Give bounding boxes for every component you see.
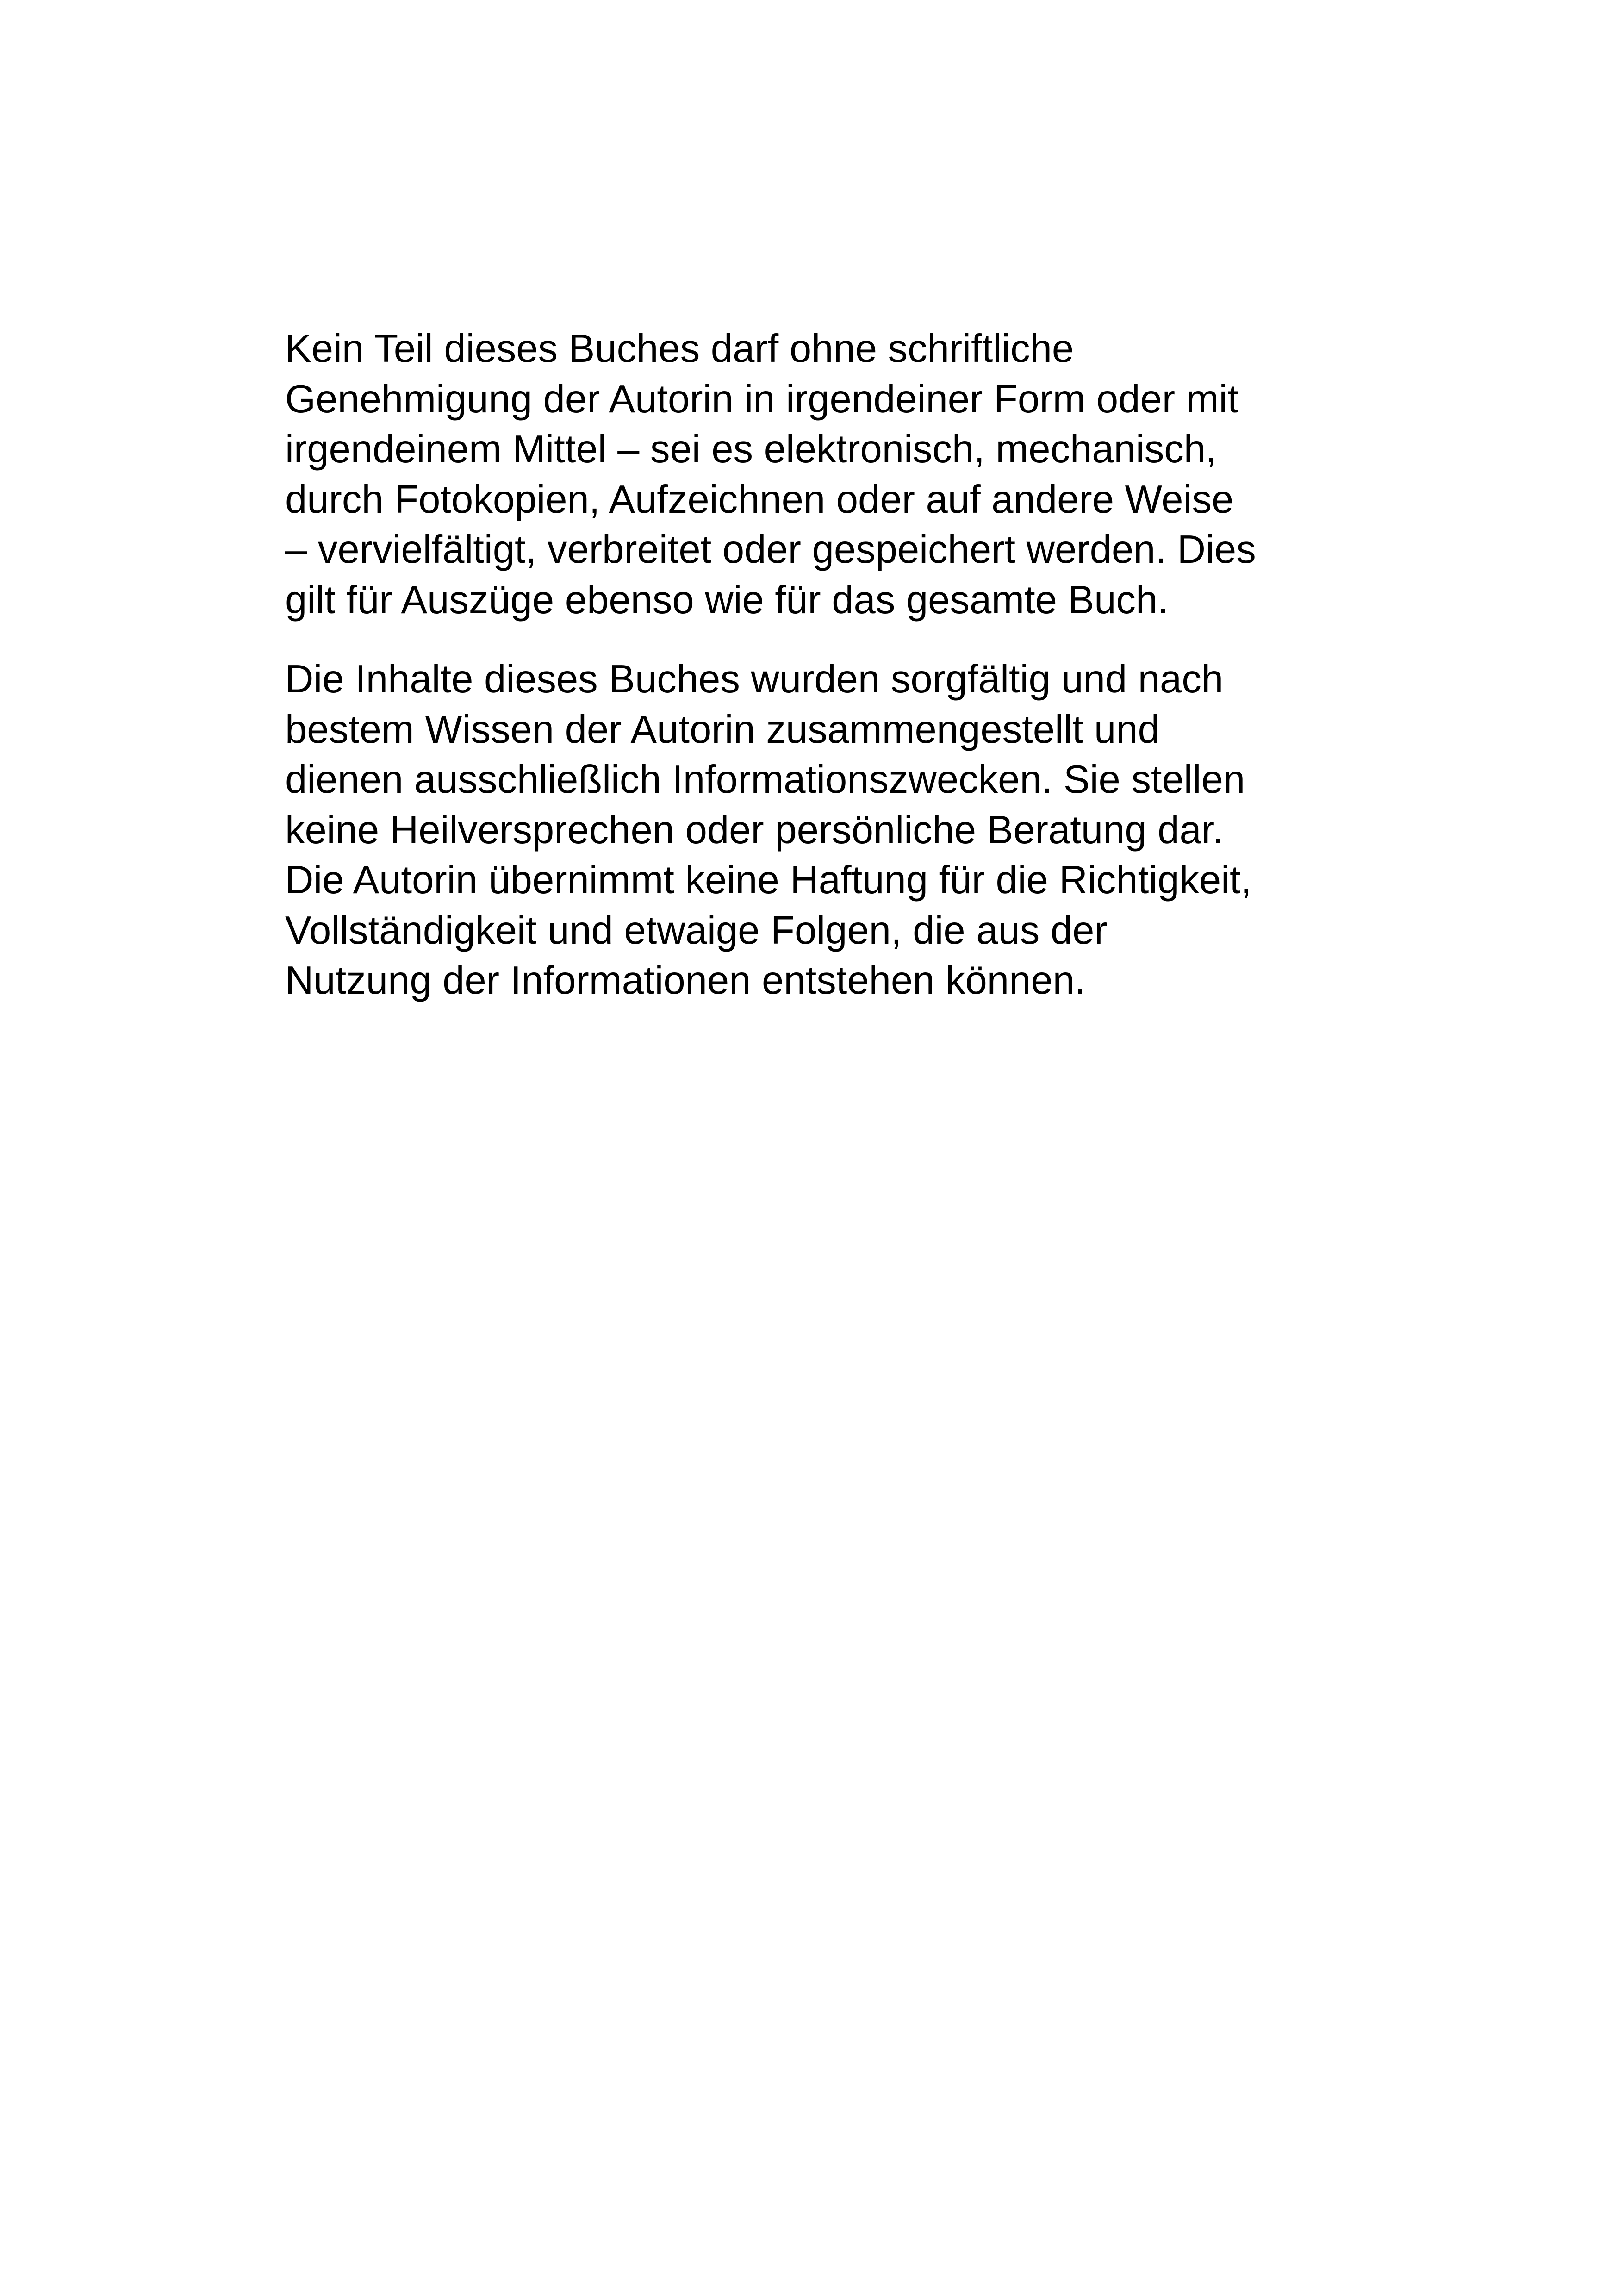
text-line: Die Inhalte dieses Buches wurden sorgfältig und nach (285, 657, 1224, 701)
text-line: gilt für Auszüge ebenso wie für das gesamte Buch. (285, 578, 1169, 622)
disclaimer-paragraph (285, 654, 1359, 1006)
copyright-notice (285, 324, 1359, 1006)
text-line: keine Heilversprechen oder persönliche Beratung dar. (285, 808, 1224, 852)
text-line: Nutzung der Informationen entstehen können. (285, 958, 1086, 1002)
text-line: bestem Wissen der Autorin zusammengestellt und (285, 707, 1160, 752)
text-line: – vervielfältigt, verbreitet oder gespeichert werden. Dies (285, 528, 1256, 572)
text-line: Genehmigung der Autorin in irgendeiner Form oder mit (285, 377, 1238, 421)
text-line: dienen ausschließlich Informationszwecken. Sie stellen (285, 758, 1245, 802)
copyright-paragraph (285, 324, 1359, 625)
text-line: irgendeinem Mittel – sei es elektronisch, mechanisch, (285, 427, 1217, 471)
text-line: durch Fotokopien, Aufzeichnen oder auf andere Weise (285, 477, 1234, 522)
text-line: Kein Teil dieses Buches darf ohne schriftliche (285, 327, 1074, 371)
text-line: Die Autorin übernimmt keine Haftung für die Richtigkeit, (285, 858, 1252, 902)
text-line: Vollständigkeit und etwaige Folgen, die aus der (285, 908, 1108, 952)
